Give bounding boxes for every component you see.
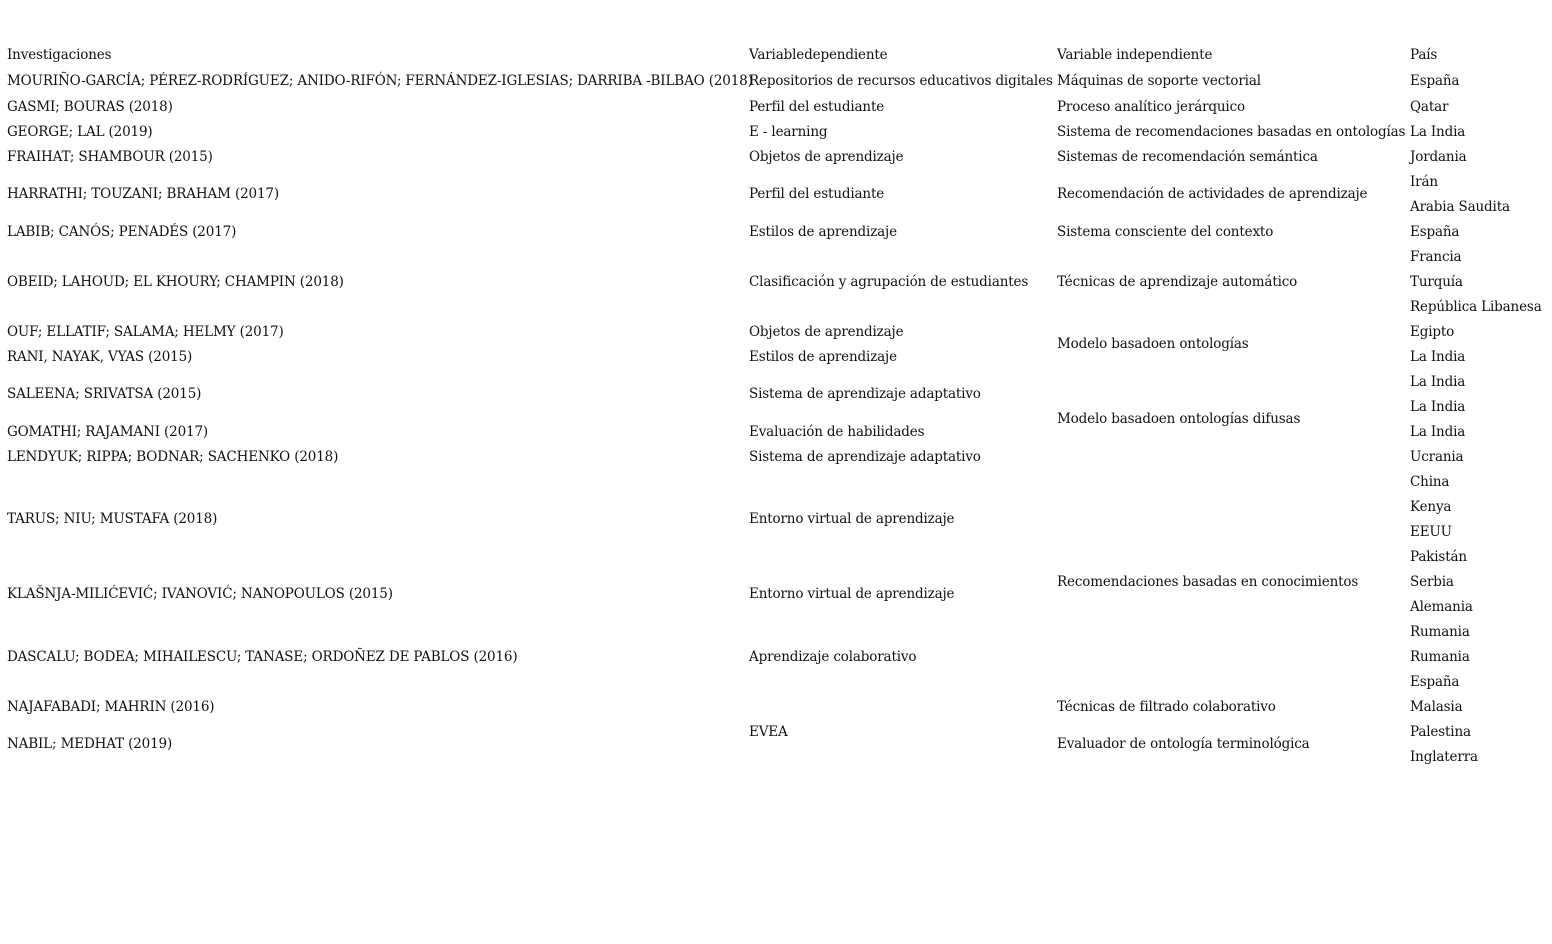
dependiente-cell: Perfil del estudiante: [749, 186, 885, 202]
investigacion-cell: LENDYUK; RIPPA; BODNAR; SACHENKO (2018): [7, 449, 339, 465]
investigacion-cell: GOMATHI; RAJAMANI (2017): [7, 424, 209, 440]
header-investigaciones: Investigaciones: [7, 47, 112, 63]
dependiente-cell: Sistema de aprendizaje adaptativo: [749, 449, 981, 465]
pais-cell: Rumania: [1410, 624, 1470, 640]
investigacion-cell: NABIL; MEDHAT (2019): [7, 736, 173, 752]
dependiente-cell: Clasificación y agrupación de estudiantes: [749, 274, 1029, 290]
pais-cell: Egipto: [1410, 324, 1455, 340]
independiente-cell: Evaluador de ontología terminológica: [1057, 736, 1310, 752]
investigacion-cell: DASCALU; BODEA; MIHAILESCU; TANASE; ORDOÑEZ DE PABLOS (2016): [7, 649, 518, 665]
independiente-cell: Sistemas de recomendación semántica: [1057, 149, 1318, 165]
investigacion-cell: SALEENA; SRIVATSA (2015): [7, 386, 202, 402]
investigacion-cell: OUF; ELLATIF; SALAMA; HELMY (2017): [7, 324, 284, 340]
investigacion-cell: GEORGE; LAL (2019): [7, 124, 153, 140]
dependiente-cell: Estilos de aprendizaje: [749, 224, 897, 240]
pais-cell: Serbia: [1410, 574, 1454, 590]
dependiente-cell: Perfil del estudiante: [749, 99, 885, 115]
investigacion-cell: NAJAFABADI; MAHRIN (2016): [7, 699, 215, 715]
header-pais: País: [1410, 47, 1438, 63]
pais-cell: La India: [1410, 124, 1466, 140]
pais-cell: España: [1410, 674, 1460, 690]
pais-cell: Jordania: [1410, 149, 1467, 165]
pais-cell: Alemania: [1410, 599, 1473, 615]
investigacion-cell: MOURIÑO-GARCÍA; PÉREZ-RODRÍGUEZ; ANIDO-RIFÓN; FERNÁNDEZ-IGLESIAS; DARRIBA -BILBAO (2018): [7, 73, 753, 89]
independiente-cell: Modelo basadoen ontologías: [1057, 336, 1249, 352]
independiente-cell: Recomendaciones basadas en conocimientos: [1057, 574, 1359, 590]
independiente-cell: Técnicas de aprendizaje automático: [1057, 274, 1298, 290]
pais-cell: Palestina: [1410, 724, 1471, 740]
dependiente-cell: E - learning: [749, 124, 828, 140]
pais-cell: Qatar: [1410, 99, 1449, 115]
dependiente-cell: Sistema de aprendizaje adaptativo: [749, 386, 981, 402]
investigacion-cell: KLAŠNJA-MILIĆEVIĆ; IVANOVIĆ; NANOPOULOS (2015): [7, 586, 393, 602]
dependiente-cell: Entorno virtual de aprendizaje: [749, 511, 955, 527]
dependiente-cell: Objetos de aprendizaje: [749, 324, 904, 340]
independiente-cell: Máquinas de soporte vectorial: [1057, 73, 1261, 89]
pais-cell: Ucrania: [1410, 449, 1464, 465]
investigacion-cell: HARRATHI; TOUZANI; BRAHAM (2017): [7, 186, 279, 202]
independiente-cell: Recomendación de actividades de aprendizaje: [1057, 186, 1368, 202]
investigacion-cell: OBEID; LAHOUD; EL KHOURY; CHAMPIN (2018): [7, 274, 344, 290]
independiente-cell: Proceso analítico jerárquico: [1057, 99, 1245, 115]
investigacion-cell: LABIB; CANÓS; PENADÉS (2017): [7, 224, 237, 240]
independiente-cell: Sistema consciente del contexto: [1057, 224, 1274, 240]
dependiente-cell: Estilos de aprendizaje: [749, 349, 897, 365]
investigacion-cell: RANI, NAYAK, VYAS (2015): [7, 349, 193, 365]
pais-cell: Arabia Saudita: [1410, 199, 1510, 215]
investigacion-cell: GASMI; BOURAS (2018): [7, 99, 173, 115]
pais-cell: España: [1410, 73, 1460, 89]
pais-cell: La India: [1410, 374, 1466, 390]
pais-cell: España: [1410, 224, 1460, 240]
pais-cell: Pakistán: [1410, 549, 1467, 565]
dependiente-cell: Objetos de aprendizaje: [749, 149, 904, 165]
header-variable-dependiente: Variabledependiente: [749, 47, 888, 63]
pais-cell: EEUU: [1410, 524, 1452, 540]
pais-cell: Francia: [1410, 249, 1462, 265]
dependiente-cell: Evaluación de habilidades: [749, 424, 925, 440]
investigacion-cell: TARUS; NIU; MUSTAFA (2018): [7, 511, 218, 527]
independiente-cell: Técnicas de filtrado colaborativo: [1057, 699, 1276, 715]
pais-cell: Inglaterra: [1410, 749, 1478, 765]
pais-cell: Kenya: [1410, 499, 1452, 515]
dependiente-cell: Repositorios de recursos educativos digitales: [749, 73, 1053, 89]
pais-cell: La India: [1410, 399, 1466, 415]
pais-cell: La India: [1410, 349, 1466, 365]
independiente-cell: Modelo basadoen ontologías difusas: [1057, 411, 1301, 427]
pais-cell: Rumania: [1410, 649, 1470, 665]
dependiente-cell: Aprendizaje colaborativo: [749, 649, 917, 665]
pais-cell: Turquía: [1410, 274, 1463, 290]
pais-cell: República Libanesa: [1410, 299, 1542, 315]
independiente-cell: Sistema de recomendaciones basadas en ontologías: [1057, 124, 1406, 140]
pais-cell: Malasia: [1410, 699, 1463, 715]
pais-cell: Irán: [1410, 174, 1438, 190]
dependiente-cell: EVEA: [749, 724, 788, 740]
pais-cell: China: [1410, 474, 1450, 490]
investigacion-cell: FRAIHAT; SHAMBOUR (2015): [7, 149, 213, 165]
pais-cell: La India: [1410, 424, 1466, 440]
dependiente-cell: Entorno virtual de aprendizaje: [749, 586, 955, 602]
header-variable-independiente: Variable independiente: [1057, 47, 1213, 63]
